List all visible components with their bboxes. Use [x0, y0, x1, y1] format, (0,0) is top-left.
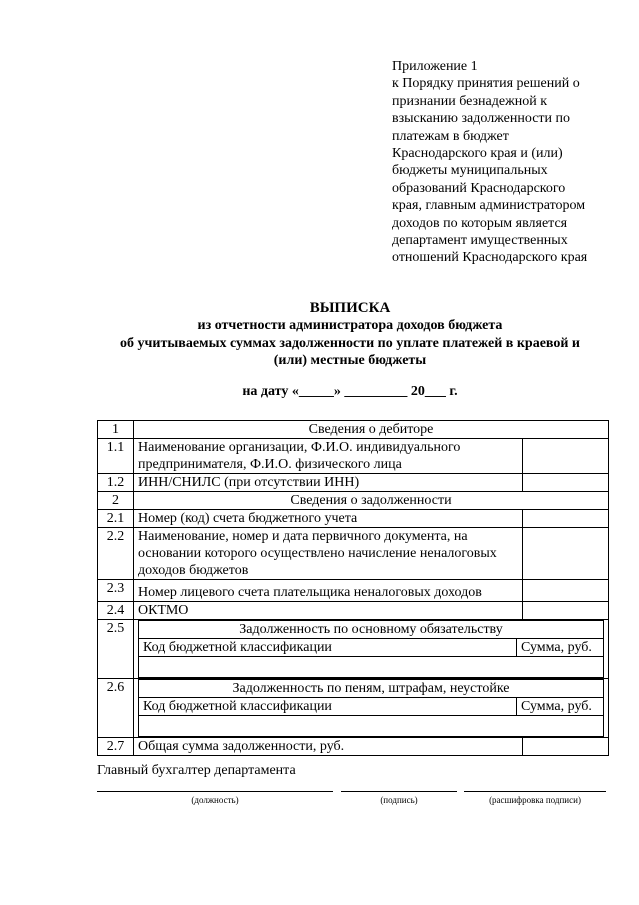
- appendix-line: Краснодарского края и (или): [392, 146, 563, 162]
- row-number: 2.5: [98, 620, 134, 679]
- table-row: [98, 528, 609, 580]
- row-number: 1.1: [98, 439, 134, 474]
- sum-label: Сумма, руб.: [517, 698, 604, 716]
- section-header: Сведения о дебиторе: [134, 421, 609, 439]
- value-cell: [522, 602, 608, 620]
- appendix-line: признании безнадежной к: [392, 93, 548, 109]
- date-line: на дату «_____» _________ 20___ г.: [242, 384, 458, 399]
- appendix-line: края, главным администратором: [392, 198, 586, 214]
- value-cell: [522, 580, 608, 602]
- appendix-line: платежам в бюджет: [392, 128, 509, 144]
- row-number: 2.1: [98, 510, 134, 528]
- document-heading: [90, 300, 610, 370]
- row-label: Наименование организации, Ф.И.О. индивидуального предпринимателя, Ф.И.О. физического лица: [134, 439, 523, 474]
- empty-row: [139, 716, 604, 737]
- table-row: [98, 580, 609, 602]
- table-row: [98, 679, 609, 738]
- row-number: 2.2: [98, 528, 134, 580]
- appendix-line: бюджеты муниципальных: [392, 163, 548, 179]
- subtable-title: Задолженность по основному обязательству: [139, 621, 604, 639]
- document-title: ВЫПИСКА: [309, 300, 391, 316]
- appendix-line: Приложение 1: [392, 59, 478, 74]
- row-label: Наименование, номер и дата первичного документа, на основании которого осуществлено начисление неналоговых доходов бюджетов: [134, 528, 523, 580]
- empty-row: [139, 657, 604, 678]
- subtable-title: Задолженность по пеням, штрафам, неустойке: [139, 680, 604, 698]
- row-label: ИНН/СНИЛС (при отсутствии ИНН): [134, 474, 523, 492]
- position-caption: (должность): [191, 795, 239, 805]
- row-number: 2: [98, 492, 134, 510]
- signature-caption: (подпись): [380, 795, 418, 805]
- appendix-line: к Порядку принятия решений о: [392, 76, 580, 92]
- chief-accountant-label: Главный бухгалтер департамента: [97, 763, 296, 778]
- document-subtitle: из отчетности администратора доходов бюджета: [197, 318, 503, 334]
- position-line: [97, 791, 333, 792]
- document-subtitle: (или) местные бюджеты: [273, 353, 427, 369]
- row-number: 2.3: [98, 580, 134, 602]
- value-cell: [522, 439, 608, 474]
- appendix-line: департамент имущественных: [392, 233, 568, 249]
- section-header: Сведения о задолженности: [134, 492, 609, 510]
- value-cell: [522, 528, 608, 580]
- value-cell: [522, 510, 608, 528]
- table-row: [98, 738, 609, 756]
- table-row: [98, 421, 609, 439]
- row-number: 1.2: [98, 474, 134, 492]
- row-number: 2.7: [98, 738, 134, 756]
- table-row: [98, 492, 609, 510]
- value-cell: [522, 738, 608, 756]
- row-label: ОКТМО: [134, 602, 523, 620]
- table-row: [98, 510, 609, 528]
- debt-table: [97, 420, 609, 756]
- row-label: Общая сумма задолженности, руб.: [134, 738, 523, 756]
- appendix-block: [392, 58, 632, 267]
- subtable-penalties: [138, 679, 604, 737]
- budget-code-label: Код бюджетной классификации: [139, 639, 517, 657]
- decoding-caption: (расшифровка подписи): [489, 795, 581, 805]
- row-number: 1: [98, 421, 134, 439]
- row-number: 2.4: [98, 602, 134, 620]
- budget-code-label: Код бюджетной классификации: [139, 698, 517, 716]
- row-number: 2.6: [98, 679, 134, 738]
- table-row: [98, 602, 609, 620]
- appendix-line: доходов по которым является: [392, 215, 568, 231]
- appendix-line: отношений Краснодарского края: [392, 250, 588, 266]
- decoding-line: [464, 791, 606, 792]
- document-subtitle: об учитываемых суммах задолженности по уплате платежей в краевой и: [119, 335, 581, 351]
- row-label: Номер (код) счета бюджетного учета: [134, 510, 523, 528]
- table-row: [98, 439, 609, 474]
- value-cell: [522, 474, 608, 492]
- appendix-line: взысканию задолженности по: [392, 111, 571, 127]
- table-row: [98, 474, 609, 492]
- sum-label: Сумма, руб.: [517, 639, 604, 657]
- row-label: Номер лицевого счета плательщика неналоговых доходов: [134, 580, 523, 602]
- subtable-main-debt: [138, 620, 604, 678]
- subtable-cell: [134, 620, 609, 679]
- table-row: [98, 620, 609, 679]
- signature-line: [341, 791, 457, 792]
- appendix-line: образований Краснодарского: [392, 180, 566, 196]
- subtable-cell: [134, 679, 609, 738]
